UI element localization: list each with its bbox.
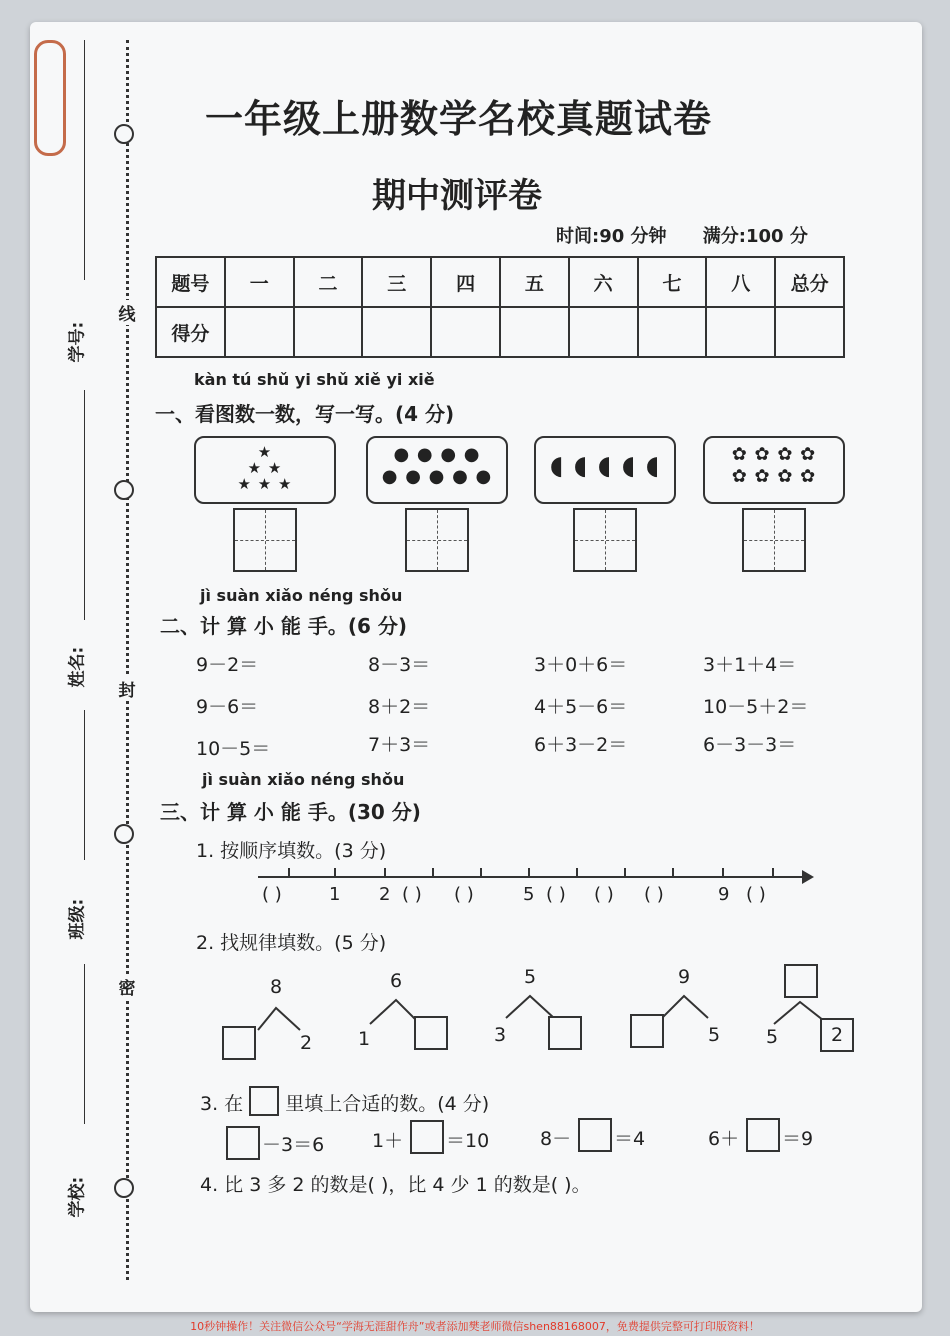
number-line-blank[interactable]: ( ) xyxy=(454,884,474,905)
fill-answer-box[interactable] xyxy=(578,1118,612,1152)
question3-text xyxy=(200,1086,489,1116)
score-header-cell: 七 xyxy=(638,257,707,307)
question1-text: 1. 按顺序填数。(3 分) xyxy=(196,840,387,862)
binding-word-seal: 封 xyxy=(112,676,142,701)
pear-icon: ◖ ◖ ◖ ◖ ◖ xyxy=(549,451,661,481)
promo-footer: 10秒钟操作！关注微信公众号“学海无涯甜作舟”或者添加樊老师微信shen88168007，免费提供完整可打印版资料！ xyxy=(190,1320,760,1333)
score-header-cell: 题号 xyxy=(156,257,225,307)
score-header-cell: 四 xyxy=(431,257,500,307)
bond-answer-box[interactable] xyxy=(222,1026,256,1060)
score-header-cell: 八 xyxy=(706,257,775,307)
exam-title: 一年级上册数学名校真题试卷 xyxy=(205,97,713,141)
name-label: 姓名: xyxy=(67,646,88,688)
score-row-label: 得分 xyxy=(156,307,225,357)
section1-title: 一、看图数一数，写一写。(4 分) xyxy=(155,402,455,426)
equation: 3＋0＋6＝ xyxy=(534,654,628,676)
number-line-blank[interactable]: ( ) xyxy=(262,884,282,905)
bond-branch xyxy=(370,1000,420,1024)
number-line-value: 1 xyxy=(329,884,341,905)
bond-right-number: 5 xyxy=(708,1024,721,1046)
bond-answer-box[interactable] xyxy=(784,964,818,998)
fill-equation-head: 1＋ xyxy=(372,1130,404,1152)
section1-pinyin: kàn tú shǔ yi shǔ xiě yi xiě xyxy=(194,370,435,389)
bond-top-number: 8 xyxy=(270,976,283,998)
fill-answer-box[interactable] xyxy=(410,1120,444,1154)
bond-top-number: 6 xyxy=(390,970,403,992)
equation: 6＋3－2＝ xyxy=(534,734,628,756)
bond-left-number: 5 xyxy=(766,1026,779,1048)
bond-branch xyxy=(506,996,554,1018)
question3-prefix: 3. 在 xyxy=(200,1093,244,1115)
time-limit: 时间:90 分钟 xyxy=(556,226,667,247)
fill-equation-tail: ＝9 xyxy=(782,1128,814,1150)
section2-pinyin: jì suàn xiǎo néng shǒu xyxy=(200,586,403,605)
apple-icon: ● ● ● ● ● ● ● ● ● xyxy=(381,444,493,487)
full-score: 满分:100 分 xyxy=(702,226,808,247)
school-label: 学校: xyxy=(67,1176,88,1218)
binding-word-line: 线 xyxy=(112,300,142,325)
fill-equation-head: 8－ xyxy=(540,1128,572,1150)
fill-equation-tail: －3＝6 xyxy=(262,1134,325,1156)
number-line-blank[interactable]: ( ) xyxy=(546,884,566,905)
bond-right-number-box: 2 xyxy=(820,1018,854,1052)
fill-equation-tail: ＝4 xyxy=(614,1128,646,1150)
section3-pinyin: jì suàn xiǎo néng shǒu xyxy=(202,770,405,789)
number-line-blank[interactable]: ( ) xyxy=(644,884,664,905)
bond-left-number: 3 xyxy=(494,1024,507,1046)
number-line-value: 9 xyxy=(718,884,730,905)
equation: 9－2＝ xyxy=(196,654,259,676)
equation: 4＋5－6＝ xyxy=(534,696,628,718)
student-id-label: 学号: xyxy=(67,321,88,363)
bond-branch xyxy=(258,1008,300,1030)
fill-equation-head: 6＋ xyxy=(708,1128,740,1150)
score-header-cell: 总分 xyxy=(775,257,844,307)
bond-top-number: 9 xyxy=(678,966,691,988)
score-header-cell: 五 xyxy=(500,257,569,307)
class-label: 班级: xyxy=(67,898,88,940)
bond-answer-box[interactable] xyxy=(548,1016,582,1050)
score-header-cell: 一 xyxy=(225,257,294,307)
equation: 9－6＝ xyxy=(196,696,259,718)
equation: 10－5＋2＝ xyxy=(703,696,809,718)
number-line-blank[interactable]: ( ) xyxy=(594,884,614,905)
number-line-value: 5 xyxy=(523,884,535,905)
equation: 10－5＝ xyxy=(196,738,271,760)
section3-title: 三、计 算 小 能 手。(30 分) xyxy=(160,800,421,824)
equation: 8－3＝ xyxy=(368,654,431,676)
score-header-cell: 三 xyxy=(362,257,431,307)
fill-equation-tail: ＝10 xyxy=(446,1130,490,1152)
score-header-cell: 六 xyxy=(569,257,638,307)
bond-branch xyxy=(662,996,708,1018)
question2-text: 2. 找规律填数。(5 分) xyxy=(196,932,387,954)
number-line-blank[interactable]: ( ) xyxy=(402,884,422,905)
number-line-blank[interactable]: ( ) xyxy=(746,884,766,905)
number-line-value: 2 xyxy=(379,884,391,905)
inline-box-icon xyxy=(249,1086,279,1116)
equation: 8＋2＝ xyxy=(368,696,431,718)
fill-answer-box[interactable] xyxy=(746,1118,780,1152)
bond-answer-box[interactable] xyxy=(630,1014,664,1048)
bond-answer-box[interactable] xyxy=(414,1016,448,1050)
equation: 6－3－3＝ xyxy=(703,734,797,756)
binding-word-secret: 密 xyxy=(112,974,142,999)
star-icon: ★ ★ ★ ★ ★ ★ xyxy=(237,443,293,493)
section2-title: 二、计 算 小 能 手。(6 分) xyxy=(160,614,408,638)
bond-left-number: 1 xyxy=(358,1028,371,1050)
exam-subtitle: 期中测评卷 xyxy=(372,176,542,216)
score-header-cell: 二 xyxy=(294,257,363,307)
bond-right-number: 2 xyxy=(300,1032,313,1054)
question4-text: 4. 比 3 多 2 的数是( )，比 4 少 1 的数是( )。 xyxy=(200,1174,591,1196)
question3-suffix: 里填上合适的数。(4 分) xyxy=(285,1093,490,1115)
equation: 3＋1＋4＝ xyxy=(703,654,797,676)
flower-icon: ✿ ✿ ✿ ✿ ✿ ✿ ✿ ✿ xyxy=(731,444,817,487)
bond-top-number: 5 xyxy=(524,966,537,988)
fill-answer-box[interactable] xyxy=(226,1126,260,1160)
equation: 7＋3＝ xyxy=(368,734,431,756)
